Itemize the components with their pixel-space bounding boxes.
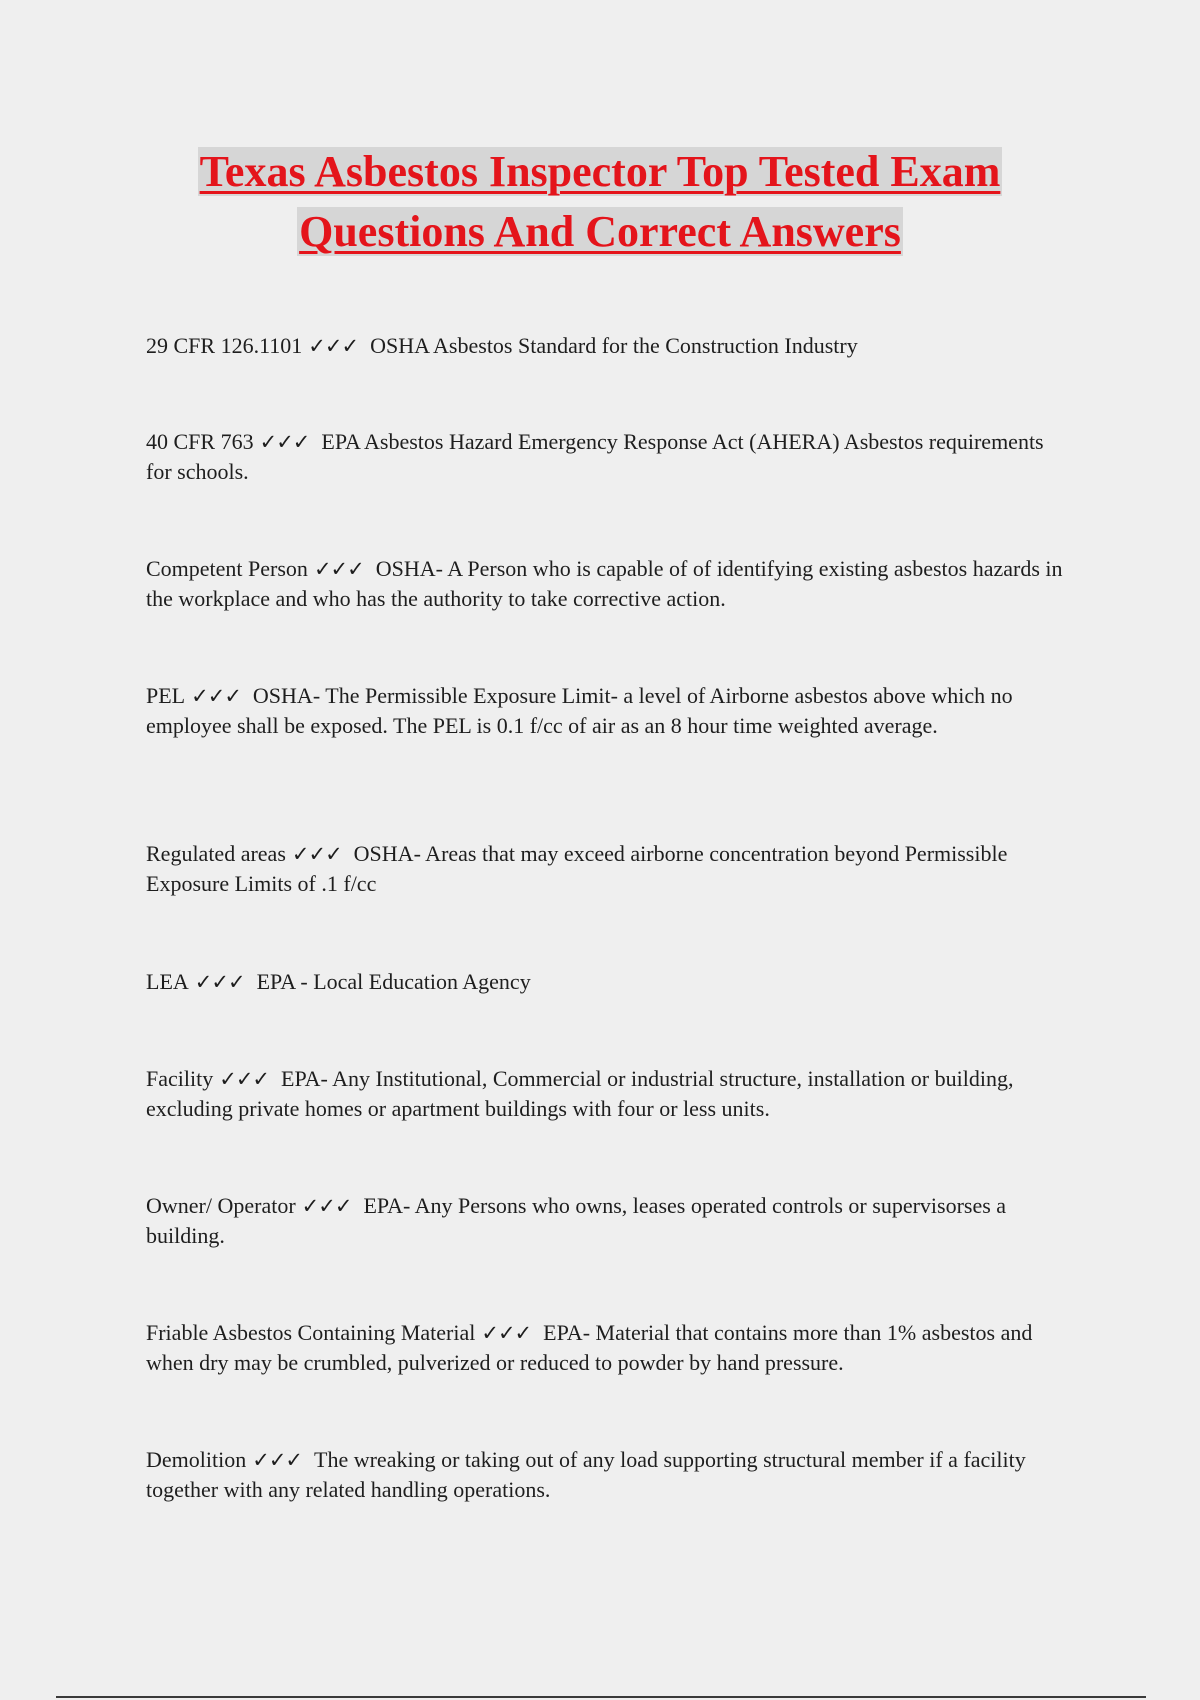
entry-definition: EPA- Material that contains more than 1% asbestos and when dry may be crumbled, pulverized or reduced to powder by hand pressure. [146,1320,1033,1375]
checkmark-icon: ✓✓✓ [301,1194,352,1218]
entry-term: Friable Asbestos Containing Material [146,1320,476,1345]
qa-entry [146,331,1066,361]
entry-definition: The wreaking or taking out of any load supporting structural member if a facility together with any related handling operations. [146,1447,1026,1502]
title-line-1: Texas Asbestos Inspector Top Tested Exam [199,147,1001,196]
entry-definition: OSHA- Areas that may exceed airborne concentration beyond Permissible Exposure Limits of .1 f/cc [146,841,1008,896]
entry-definition: EPA Asbestos Hazard Emergency Response Act (AHERA) Asbestos requirements for schools. [146,429,1044,484]
checkmark-icon: ✓✓✓ [259,430,310,454]
entry-term: 40 CFR 763 [146,429,254,454]
entry-definition: EPA- Any Institutional, Commercial or industrial structure, installation or building, excluding private homes or apartment buildings with four or less units. [146,1066,1014,1121]
entry-term: Competent Person [146,556,308,581]
entry-term: LEA [146,969,189,994]
checkmark-icon: ✓✓✓ [481,1321,532,1345]
entry-definition: OSHA Asbestos Standard for the Construction Industry [370,333,858,358]
checkmark-icon: ✓✓✓ [252,1448,303,1472]
entry-definition: EPA- Any Persons who owns, leases operated controls or supervisorses a building. [146,1193,1007,1248]
entry-term: Regulated areas [146,841,286,866]
entry-term: Owner/ Operator [146,1193,296,1218]
entry-term: 29 CFR 126.1101 [146,333,303,358]
qa-entry [146,681,1066,741]
checkmark-icon: ✓✓✓ [191,684,241,708]
title-line-2: Questions And Correct Answers [299,207,901,256]
entry-definition: OSHA- The Permissible Exposure Limit- a level of Airborne asbestos above which no employee shall be exposed. The PEL is 0.1 f/cc of air as an 8 hour time weighted average. [146,683,1013,738]
qa-entry [146,1445,1066,1505]
entry-term: Demolition [146,1447,247,1472]
entry-term: PEL [146,683,186,708]
document-title [60,142,1140,262]
qa-entry [146,967,1066,997]
qa-entry [146,1318,1066,1378]
qa-entry [146,1064,1066,1124]
entry-definition: OSHA- A Person who is capable of of identifying existing asbestos hazards in the workplace and who has the authority to take corrective action. [146,556,1063,611]
qa-entry [146,839,1066,899]
checkmark-icon: ✓✓✓ [313,557,364,581]
qa-entry [146,1191,1066,1251]
entry-definition: EPA - Local Education Agency [256,969,531,994]
qa-entry [146,554,1066,614]
checkmark-icon: ✓✓✓ [219,1067,270,1091]
page-bottom-rule [56,1696,1146,1698]
checkmark-icon: ✓✓✓ [291,842,342,866]
qa-entry [146,427,1066,487]
checkmark-icon: ✓✓✓ [194,970,245,994]
entry-term: Facility [146,1066,214,1091]
checkmark-icon: ✓✓✓ [308,334,359,358]
